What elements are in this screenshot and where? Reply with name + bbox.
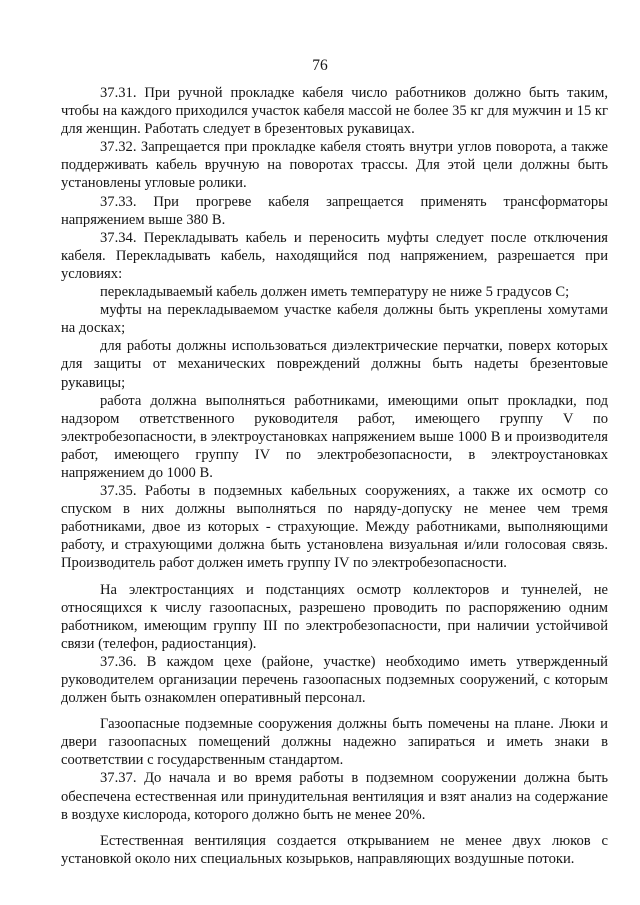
body-text bbox=[61, 84, 608, 868]
condition-gloves: для работы должны использоваться диэлектрические перчатки, поверх которых для защиты от механических повреждений должны быть надеты брезентовые рукавицы; bbox=[61, 338, 608, 391]
paragraph-37-32: 37.32. Запрещается при прокладке кабеля стоять внутри углов поворота, а также поддерживать кабель вручную на поворотах трассы. Для этой цели должны быть установлены угловые ролики. bbox=[61, 139, 608, 192]
paragraph-gas-hazard-plan: Газоопасные подземные сооружения должны быть помечены на плане. Люки и двери газоопасных помещений должны надежно запираться и иметь знаки в соответствии с государственным стандартом. bbox=[61, 716, 608, 769]
page-number: 76 bbox=[312, 57, 328, 74]
paragraph-37-34: 37.34. Перекладывать кабель и переносить муфты следует после отключения кабеля. Перекладывать кабель, находящийся под напряжением, разрешается при условиях: bbox=[61, 229, 608, 282]
condition-temperature: перекладываемый кабель должен иметь температуру не ниже 5 градусов С; bbox=[100, 284, 570, 301]
condition-couplings: муфты на перекладываемом участке кабеля должны быть укреплены хомутами на досках; bbox=[61, 302, 608, 337]
paragraph-natural-ventilation: Естественная вентиляция создается открыванием не менее двух люков с установкой около них специальных козырьков, направляющих воздушные потоки. bbox=[61, 832, 608, 867]
paragraph-37-37: 37.37. До начала и во время работы в подземном сооружении должна быть обеспечена естественная или принудительная вентиляция и взят анализ на содержание в воздухе кислорода, которого должно быть не менее 20%. bbox=[61, 770, 608, 823]
paragraph-37-33: 37.33. При прогреве кабеля запрещается применять трансформаторы напряжением выше 380 В. bbox=[61, 193, 608, 228]
condition-workers: работа должна выполняться работниками, имеющими опыт прокладки, под надзором ответственного руководителя работ, имеющего группу V по электробезопасности, в электроустановках напряжением выше 1000 В и производителя работ, имеющего группу IV по электробезопасности, в электроустановках напряжением до 1000 В. bbox=[61, 392, 608, 481]
paragraph-37-35: 37.35. Работы в подземных кабельных сооружениях, а также их осмотр со спуском в них должны выполняться по наряду-допуску не менее чем тремя работниками, двое из которых - страхующие. Между работниками, выполняющими работу, и страхующими должна быть установлена визуальная и/или голосовая связь. Производитель работ должен иметь группу IV по электробезопасности. bbox=[61, 483, 608, 572]
paragraph-37-31: 37.31. При ручной прокладке кабеля число работников должно быть таким, чтобы на каждого приходился участок кабеля массой не более 35 кг для мужчин и 15 кг для женщин. Работать следует в брезентовых рукавицах. bbox=[61, 85, 608, 138]
paragraph-inspection: На электростанциях и подстанциях осмотр коллекторов и туннелей, не относящихся к числу газоопасных, разрешено проводить по распоряжению одним работником, имеющим группу III по электробезопасности, при наличии устойчивой связи (телефон, радиостанция). bbox=[61, 581, 608, 652]
paragraph-37-36: 37.36. В каждом цехе (районе, участке) необходимо иметь утвержденный руководителем организации перечень газоопасных подземных сооружений, с которым должен быть ознакомлен оперативный персонал. bbox=[61, 653, 608, 707]
